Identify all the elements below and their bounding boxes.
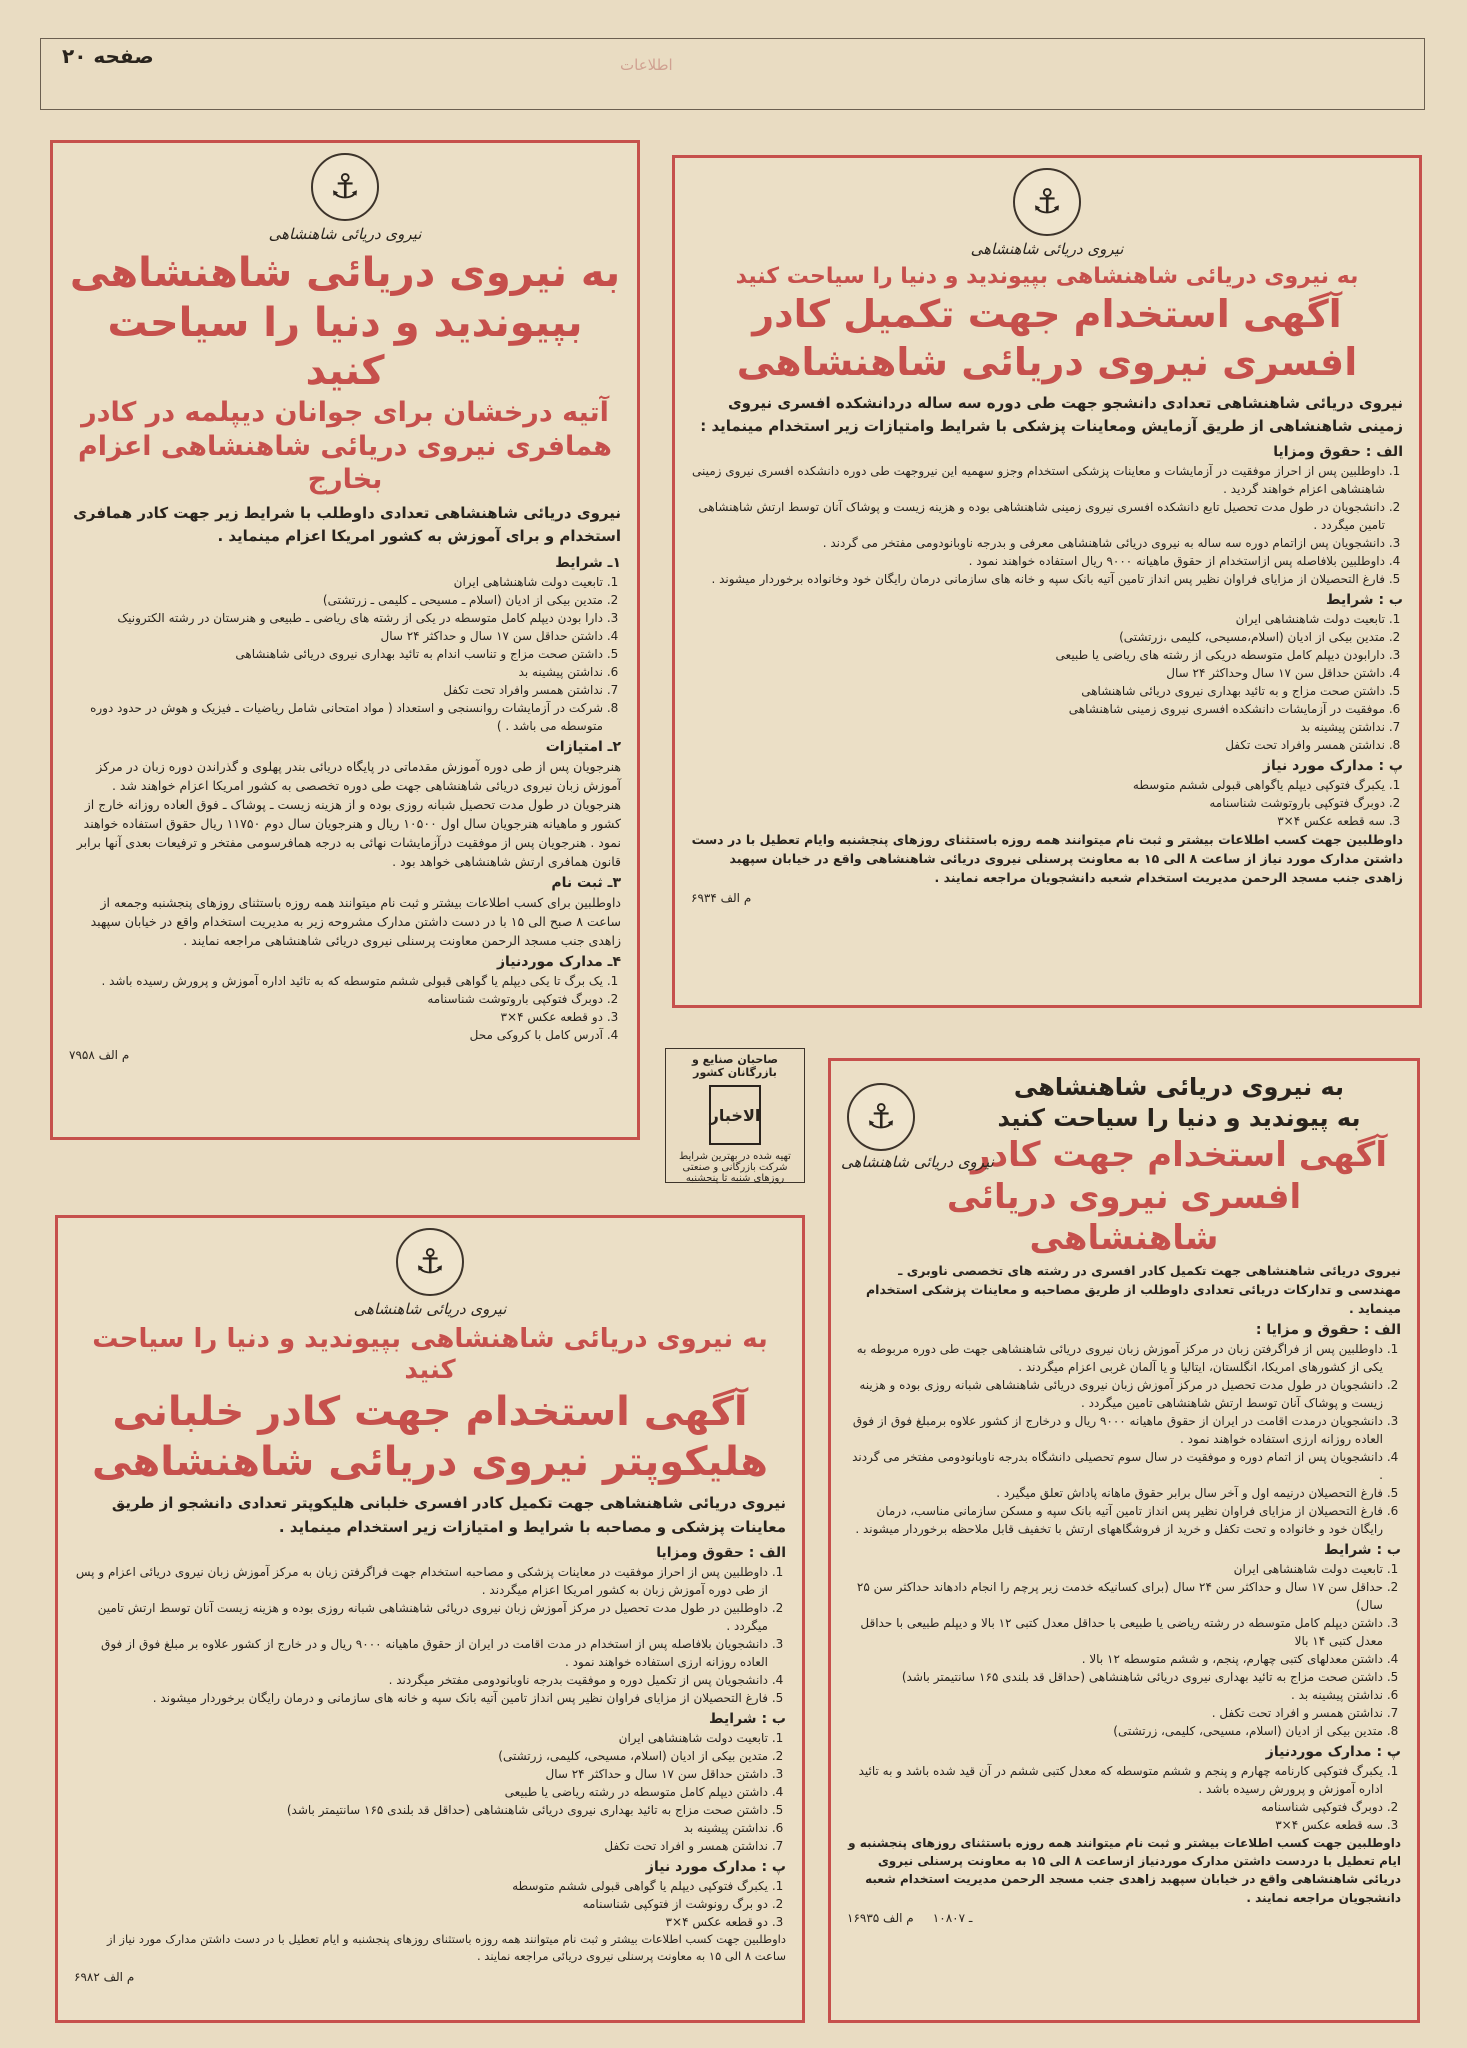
documents-list <box>691 776 1403 830</box>
list-item: 2. دانشجویان در طول مدت تحصیل در مرکز آموزش زبان نیروی دریائی شاهنشاهی شبانه روزی بوده و هزینه زیست و پوشاک آنان توسط ارتش شاهنشاهی تامین میگردد . <box>847 1376 1383 1412</box>
navy-emblem <box>847 1083 915 1151</box>
list-item: 4. داوطلبین بلافاصله پس ازاستخدام از حقوق ماهیانه ۹۰۰۰ ریال استفاده خواهند نمود . <box>691 552 1385 570</box>
list-item: 3. دو قطعه عکس ۴×۳ <box>69 1008 603 1026</box>
ad-subtitle: به نیروی دریائی شاهنشاهی بپیوندید و دنیا را سیاحت کنید <box>735 264 1359 289</box>
navy-label: نیروی دریائی شاهنشاهی <box>353 1300 507 1318</box>
list-item: 7. نداشتن همسر وافراد تحت تکفل <box>69 681 603 699</box>
ad-top-left <box>50 140 640 1140</box>
navy-label: نیروی دریائی شاهنشاهی <box>268 225 422 243</box>
section-heading: پ : مدارک مورد نیاز <box>1262 758 1403 775</box>
ad-title-line1: آگهی استخدام جهت کادر <box>971 1134 1387 1175</box>
section-heading: الف : حقوق ومزایا <box>1273 444 1403 461</box>
list-item: 1. تابعیت دولت شاهنشاهی ایران <box>691 610 1385 628</box>
list-item: 2. دانشجویان در طول مدت تحصیل تابع دانشکده افسری نیروی زمینی شاهنشاهی بوده و هزینه زیست و پوشاک آنان توسط ارتش شاهنشاهی تامین میگردد . <box>691 498 1385 534</box>
list-item: 7. نداشتن همسر و افراد تحت تکفل . <box>847 1704 1383 1722</box>
list-item: 5. فارغ التحصیلان از مزایای فراوان نظیر پس انداز تامین آتیه بانک سپه و خانه های سازمانی و درمان رایگان برخوردار میشوند . <box>74 1689 768 1707</box>
list-item: 3. سه قطعه عکس ۴×۳ <box>847 1816 1383 1834</box>
ad-title-line2: بپیوندید و دنیا را سیاحت کنید <box>107 300 583 394</box>
ad-title-line1: آگهی استخدام جهت کادر خلبانی <box>112 1389 748 1436</box>
list-item: 3. دو قطعه عکس ۴×۳ <box>74 1913 768 1931</box>
list-item: 1. تابعیت دولت شاهنشاهی ایران <box>74 1729 768 1747</box>
ad-title-line2: هلیکوپتر نیروی دریائی شاهنشاهی <box>92 1439 768 1486</box>
ad-title-line1: آگهی استخدام جهت تکمیل کادر <box>752 292 1342 337</box>
list-item: 1. تابعیت دولت شاهنشاهی ایران <box>847 1560 1383 1578</box>
closing-paragraph: داوطلبین جهت کسب اطلاعات بیشتر و ثبت نام میتوانند همه روزه باستثنای روزهای پنجشنبه وایام تعطیل با در دست داشتن مدارک مورد نیاز از ساعت ۸ الی ۱۵ به معاونت پرسنلی نیروی دریائی شاهنشاهی واقع در خیابان سپهبد زاهدی جنب مسجد الرحمن مدیریت استخدام شعبه دانشجویان مراجعه نمایند . <box>691 832 1403 886</box>
list-item: 4. داشتن حداقل سن ۱۷ سال وحداکثر ۲۴ سال <box>691 664 1385 682</box>
privileges-paragraph: هنرجویان پس از طی دوره آموزش مقدماتی در پایگاه دریائی بندر پهلوی و گذراندن دوره زبان در مرکز آموزش زبان نیروی دریائی شاهنشاهی جهت طی دوره تخصصی به کشور امریکا اعزام خواهند شد . هنرجویان در طول مدت تحصیل شبانه روزی بوده و از هزینه زیست ـ پوشاک ـ فوق العاده روزانه خارج از کشور و ماهیانه هنرجویان سال اول ۱۰۵۰۰ ریال و هنرجویان سال دوم ۱۱۷۵۰ ریال حقوق استفاده خواهند نمود . هنرجویان پس از موفقیت درآزمایشات نهائی به درجه همافرسومی مفتخر و ترفیعات بعدی آنها برابر قانون همافری ارتش شاهنشاهی خواهد بود . <box>76 758 621 869</box>
documents-list <box>69 972 621 1044</box>
section-heading: الف : حقوق ومزایا <box>656 1544 786 1561</box>
ad-reference <box>847 1911 1401 1925</box>
list-item: 7. نداشتن پیشینه بد <box>691 718 1385 736</box>
ad-title-line3: آتیه درخشان برای جوانان دیپلمه در کادر <box>81 397 609 428</box>
list-item: 1. یک برگ تا یکی دیپلم یا گواهی قبولی ششم متوسطه که به تائید اداره آموزش و پرورش رسیده باشد . <box>69 972 603 990</box>
list-item: 2. دوبرگ فتوکپی باروتوشت شناسنامه <box>69 990 603 1008</box>
navy-emblem <box>74 1228 786 1296</box>
registration-paragraph: داوطلبین برای کسب اطلاعات بیشتر و ثبت نام میتوانند همه روزه باستثنای روزهای پنجشنبه وجمعه از ساعت ۸ صبح الی ۱۵ با در دست داشتن مدارک مشروحه زیر به مدیریت استخدام واقع در خیابان سپهبد زاهدی جنب مسجد الرحمن معاونت پرسنلی نیروی دریائی شاهنشاهی مراجعه نمایند . <box>90 894 621 948</box>
list-item: 2. متدین بیکی از ادیان (اسلام، مسیحی، کلیمی، زرتشتی) <box>74 1747 768 1765</box>
ad-title-line1: به نیروی دریائی شاهنشاهی <box>69 250 621 296</box>
navy-label: نیروی دریائی شاهنشاهی <box>841 1153 994 1171</box>
list-item: 2. حداقل سن ۱۷ سال و حداکثر سن ۲۴ سال (برای کسانیکه خدمت زیر پرچم را انجام دادهاند حداکثر سن ۲۵ سال) <box>847 1578 1383 1614</box>
ad-lead: نیروی دریائی شاهنشاهی جهت تکمیل کادر افسری خلبانی هلیکوپتر تعدادی دانشجو از طریق معاینات پزشکی و مصاحبه با شرایط و امتیازات زیر استخدام مینماید . <box>111 1494 786 1536</box>
benefits-list <box>691 462 1403 588</box>
list-item: 4. آدرس کامل با کروکی محل <box>69 1026 603 1044</box>
list-item: 5. فارغ التحصیلان از مزایای فراوان نظیر پس انداز تامین آتیه بانک سپه و خانه های سازمانی درمان رایگان خود وخانواده برخوردار میشوند . <box>691 570 1385 588</box>
list-item: 4. داشتن دیپلم کامل متوسطه در رشته ریاضی یا طبیعی <box>74 1783 768 1801</box>
anchor-crest-icon: ⚓ <box>847 1083 915 1151</box>
list-item: 1. یکبرگ فتوکپی دیپلم یاگواهی قبولی ششم متوسطه <box>691 776 1385 794</box>
section-heading: الف : حقوق و مزایا : <box>1255 1321 1401 1338</box>
ad-bottom-left <box>55 1215 805 2023</box>
list-item: 4. دانشجویان پس از اتمام دوره و موفقیت در سال سوم تحصیلی دانشگاه بدرجه ناوبانودومی مفتخر می گردند . <box>847 1448 1383 1484</box>
ad-reference: م الف ۶۹۳۴ <box>691 891 752 906</box>
section-heading: ب : شرایط <box>1326 592 1403 609</box>
conditions-list <box>69 573 621 735</box>
mid-line: روزهای شنبه تا پنجشنبه <box>685 1173 785 1184</box>
list-item: 2. متدین بیکی از ادیان (اسلام ـ مسیحی ـ کلیمی ـ زرتشتی) <box>69 591 603 609</box>
mid-heading: صاحبان صنایع و بازرگانان کشور <box>691 1053 779 1079</box>
list-item: 1. داوطلبین پس از احراز موفقیت در معاینات پزشکی و مصاحبه استخدام جهت فراگرفتن زبان به مرکز آموزش زبان نیروی دریائی اعزام و پس از طی دوره آموزش زبان به کشور امریکا اعزام میگردند . <box>74 1563 768 1599</box>
list-item: 8. نداشتن همسر وافراد تحت تکفل <box>691 736 1385 754</box>
list-item: 2. متدین بیکی از ادیان (اسلام،مسیحی، کلیمی ،زرتشتی) <box>691 628 1385 646</box>
list-item: 8. متدین بیکی از ادیان (اسلام، مسیحی، کلیمی، زرتشتی) <box>847 1722 1383 1740</box>
list-item: 3. دانشجویان درمدت اقامت در ایران از حقوق ماهیانه ۹۰۰۰ ریال و درخارج از کشور علاوه برمبلغ فوق از فوق العاده روزانه ارزی استفاده خواهند نمود . <box>847 1412 1383 1448</box>
list-item: 6. نداشتن پیشینه بد <box>69 663 603 681</box>
list-item: 6. نداشتن پیشینه بد <box>74 1819 768 1837</box>
list-item: 4. دانشجویان پس از تکمیل دوره و موفقیت بدرجه ناوبانودومی مفتخر میگردند . <box>74 1671 768 1689</box>
list-item: 5. داشتن صحت مزاج و تناسب اندام به تائید بهداری نیروی دریائی شاهنشاهی <box>69 645 603 663</box>
ad-reference: م الف ۶۹۸۲ <box>74 1969 135 1984</box>
list-item: 2. داوطلبین در طول مدت تحصیل در مرکز آموزش زبان نیروی دریائی شاهنشاهی شبانه روزی بوده و هزینه زیست آنان توسط ارتش تامین میگردد . <box>74 1599 768 1635</box>
conditions-list <box>847 1560 1401 1740</box>
list-item: 6. فارغ التحصیلان از مزایای فراوان نظیر پس انداز تامین آتیه بانک سپه و مسکن سازمانی مناسب، درمان رایگان خود و خانواده و تحت تکفل و خرید از فروشگاههای ارتش با تخفیف قابل ملاحظه برخوردار میشوند . <box>847 1502 1383 1538</box>
navy-label: نیروی دریائی شاهنشاهی <box>970 240 1124 258</box>
list-item: 4. داشتن معدلهای کتبی چهارم، پنجم، و ششم متوسطه ۱۲ بالا . <box>847 1650 1383 1668</box>
section-heading: ۱ـ شرایط <box>555 554 621 571</box>
list-item: 3. دانشجویان بلافاصله پس از استخدام در مدت اقامت در ایران از حقوق ماهیانه ۹۰۰۰ ریال و در خارج از کشور علاوه بر مبلغ فوق از فوق العاده روزانه ارزی استفاده خواهند نمود . <box>74 1635 768 1671</box>
section-heading: ۳ـ ثبت نام <box>551 874 621 891</box>
list-item: 3. داشتن دیپلم کامل متوسطه در رشته ریاضی یا طبیعی با حداقل معدل کتبی ۱۲ بالا و دیپلم طبیعی با حداقل معدل کتبی ۱۴ بالا <box>847 1614 1383 1650</box>
list-item: 3. دانشجویان پس ازاتمام دوره سه ساله به نیروی دریائی شاهنشاهی معرفی و بدرجه ناوبانودومی مفتخر می گردند . <box>691 534 1385 552</box>
list-item: 5. داشتن صحت مزاج به تائید بهداری نیروی دریائی شاهنشاهی (حداقل قد بلندی ۱۶۵ سانتیمتر باشد) <box>74 1801 768 1819</box>
ad-reference-id: م الف ۶۹۳۵ <box>853 1910 914 1925</box>
list-item: 4. داشتن حداقل سن ۱۷ سال و حداکثر ۲۴ سال <box>69 627 603 645</box>
list-item: 3. سه قطعه عکس ۴×۳ <box>691 812 1385 830</box>
ad-lead: نیروی دریائی شاهنشاهی جهت تکمیل کادر افسری در رشته های تخصصی ناوبری ـ مهندسی و تدارکات دریائی تعدادی داوطلب از طریق مصاحبه و معاینات پزشکی استخدام مینماید . <box>866 1262 1401 1316</box>
conditions-list <box>691 610 1403 754</box>
list-item: 6. نداشتن پیشینه بد . <box>847 1686 1383 1704</box>
closing-paragraph: داوطلبین جهت کسب اطلاعات بیشتر و ثبت نام میتوانند همه روزه باستثنای روزهای پنجشنبه و ایام تعطیل با در دست داشتن مدارک مورد نیاز از ساعت ۸ الی ۱۵ به معاونت پرسنلی نیروی دریائی مراجعه نمایند . <box>107 1931 786 1964</box>
list-item: 1. یکبرگ فتوکپی دیپلم یا گواهی قبولی ششم متوسطه <box>74 1877 768 1895</box>
documents-list <box>847 1762 1401 1834</box>
ad-bottom-right <box>828 1058 1420 2023</box>
ad-reference: م الف ۷۹۵۸ <box>69 1047 130 1062</box>
section-heading: ۲ـ امتیازات <box>545 738 621 755</box>
list-item: 5. داشتن صحت مزاج و به تائید بهداری نیروی دریائی شاهنشاهی <box>691 682 1385 700</box>
closing-paragraph: داوطلبین جهت کسب اطلاعات بیشتر و ثبت نام میتوانند همه روزه باستثنای روزهای پنجشنبه و ایام تعطیل با دردست داشتن مدارک موردنیاز ازساعت ۸ الی ۱۵ به معاونت پرسنلی نیروی دریائی شاهنشاهی واقع در خیابان سپهبد زاهدی جنب مسجد الرحمن مدیریت استخدام شعبه دانشجویان مراجعه نمایند . <box>848 1835 1401 1905</box>
anchor-crest-icon: ⚓ <box>396 1228 464 1296</box>
list-item: 8. شرکت در آزمایشات روانسنجی و استعداد ( مواد امتحانی شامل ریاضیات ـ فیزیک و هوش در حدود دوره متوسطه می باشد . ) <box>69 699 603 735</box>
list-item: 3. داشتن حداقل سن ۱۷ سال و حداکثر ۲۴ سال <box>74 1765 768 1783</box>
ad-lead: نیروی دریائی شاهنشاهی تعدادی دانشجو جهت طی دوره سه ساله دردانشکده افسری نیروی زمینی شاهنشاهی از طریق آزمایش ومعاینات پزشکی با شرایط وامتیازات زیر استخدام مینماید : <box>700 393 1403 435</box>
list-item: 7. نداشتن همسر و افراد تحت تکفل <box>74 1837 768 1855</box>
navy-emblem <box>691 168 1403 236</box>
list-item: 1. داوطلبین پس از فراگرفتن زبان در مرکز آموزش زبان نیروی دریائی شاهنشاهی جهت طی دوره مربوطه به یکی از کشورهای امریکا، انگلستان، ایتالیا و یا آلمان غربی اعزام میگردند . <box>847 1340 1383 1376</box>
section-heading: پ : مدارک مورد نیاز <box>645 1858 786 1875</box>
list-item: 3. دارا بودن دیپلم کامل متوسطه در یکی از رشته های ریاضی ـ طبیعی و هنرستان در رشته الکترونیک <box>69 609 603 627</box>
benefits-list <box>74 1563 786 1707</box>
list-item: 1. داوطلبین پس از احراز موفقیت در آزمایشات و معاینات پزشکی استخدام وجزو سهمیه این نیروجهت طی دوره دانشکده افسری نیروی زمینی شاهنشاهی اعزام خواهند گردید . <box>691 462 1385 498</box>
list-item: 6. موفقیت در آزمایشات دانشکده افسری نیروی زمینی شاهنشاهی <box>691 700 1385 718</box>
masthead-ghost: اطلاعات <box>620 56 673 74</box>
list-item: 1. تابعیت دولت شاهنشاهی ایران <box>69 573 603 591</box>
section-heading: ۴ـ مدارک موردنیاز <box>496 953 621 970</box>
list-item: 5. فارغ التحصیلان درنیمه اول و آخر سال برابر حقوق ماهانه پاداش تعلق میگیرد . <box>847 1484 1383 1502</box>
anchor-crest-icon: ⚓ <box>1013 168 1081 236</box>
mid-notice-box <box>665 1048 805 1183</box>
benefits-list <box>847 1340 1401 1538</box>
ad-subtitle: به نیروی دریائی شاهنشاهی <box>1013 1073 1345 1101</box>
list-item: 2. دوبرگ فتوکپی باروتوشت شناسنامه <box>691 794 1385 812</box>
newspaper-logo: الاخبار <box>709 1085 761 1145</box>
ad-subtitle: به نیروی دریائی شاهنشاهی بپیوندید و دنیا را سیاحت کنید <box>92 1324 768 1386</box>
mid-line: تهیه شده در بهترین شرایط <box>679 1151 791 1162</box>
ad-subtitle: به پیوندید و دنیا را سیاحت کنید <box>997 1103 1361 1132</box>
section-heading: ب : شرایط <box>709 1710 786 1727</box>
list-item: 5. داشتن صحت مزاج به تائید بهداری نیروی دریائی شاهنشاهی (حداقل قد بلندی ۱۶۵ سانتیمتر باشد) <box>847 1668 1383 1686</box>
navy-emblem <box>69 153 621 221</box>
mid-line: شرکت بازرگانی و صنعتی <box>682 1162 788 1173</box>
list-item: 1. یکبرگ فتوکپی کارنامه چهارم و پنجم و ششم متوسطه که معدل کتبی ششم در آن قید شده باشد و به تائید اداره آموزش و پرورش رسیده باشد . <box>847 1762 1383 1798</box>
ad-lead: نیروی دریائی شاهنشاهی تعدادی داوطلب با شرایط زیر جهت کادر همافری استخدام و برای آموزش به کشور امریکا اعزام مینماید . <box>73 504 621 546</box>
section-heading: پ : مدارک موردنیاز <box>1265 1743 1401 1760</box>
list-item: 2. دو برگ رونوشت از فتوکپی شناسنامه <box>74 1895 768 1913</box>
conditions-list <box>74 1729 786 1855</box>
list-item: 2. دوبرگ فتوکپی شناسنامه <box>847 1798 1383 1816</box>
page-number: صفحه ۲۰ <box>62 44 154 68</box>
documents-list <box>74 1877 786 1931</box>
anchor-crest-icon: ⚓ <box>311 153 379 221</box>
section-heading: ب : شرایط <box>1324 1541 1401 1558</box>
ad-title-line4: همافری نیروی دریائی شاهنشاهی اعزام بخارج <box>77 431 612 495</box>
ad-reference-code: ۱ـ ۱۰۸۰۷ <box>847 1910 973 1925</box>
list-item: 3. دارابودن دیپلم کامل متوسطه دریکی از رشته های ریاضی یا طبیعی <box>691 646 1385 664</box>
ad-title-line2: افسری نیروی دریائی شاهنشاهی <box>946 1177 1302 1259</box>
ad-title-line2: افسری نیروی دریائی شاهنشاهی <box>736 339 1358 384</box>
ad-top-right <box>672 155 1422 1008</box>
